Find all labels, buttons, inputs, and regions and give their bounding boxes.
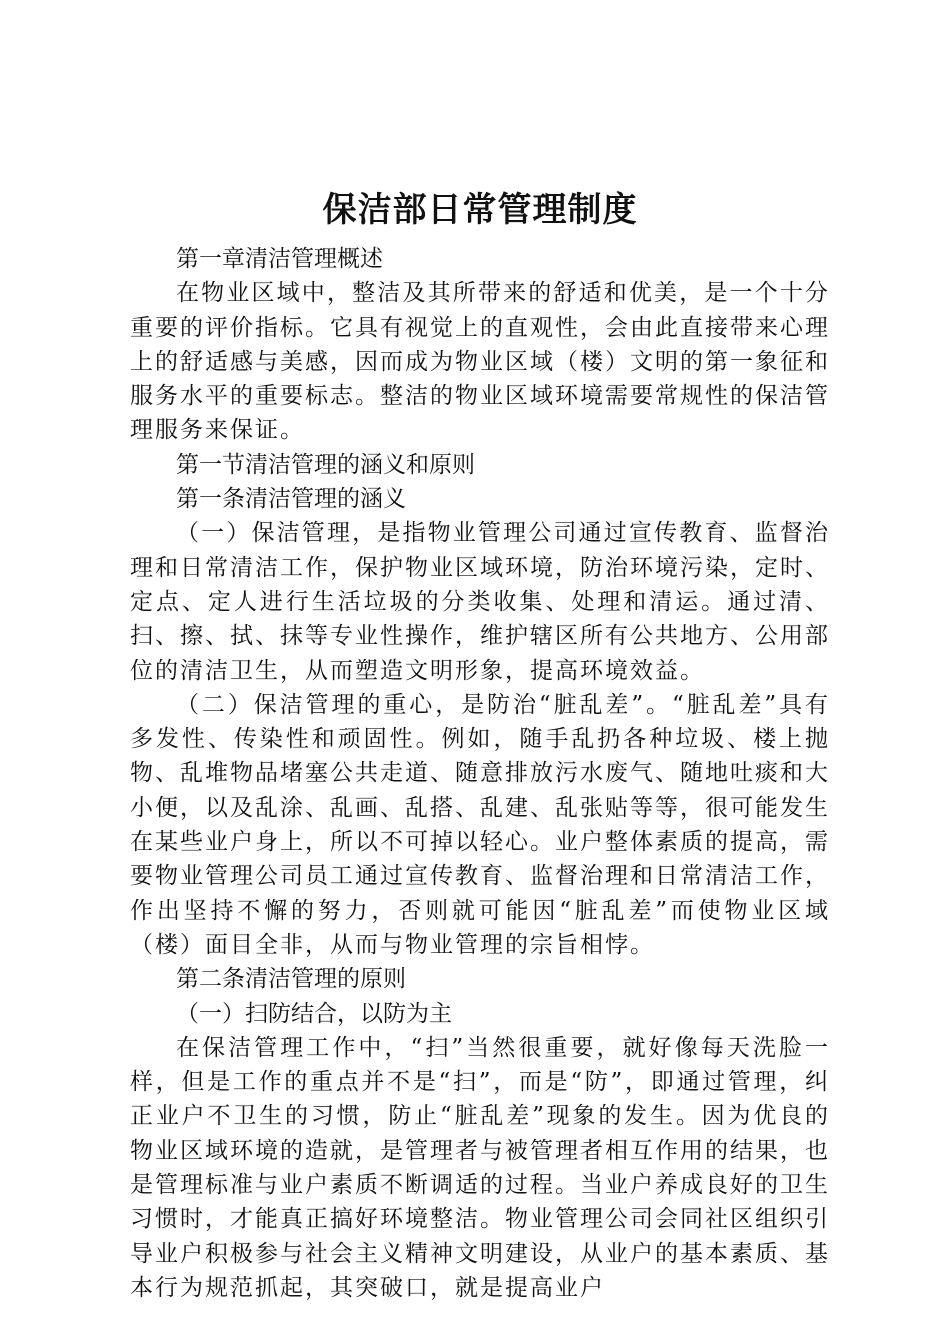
sub-heading: （一）扫防结合，以防为主 <box>176 1000 452 1027</box>
article-heading: 第一条清洁管理的涵义 <box>176 486 406 513</box>
body-paragraph: （二）保洁管理的重心，是防治“脏乱差”。“脏乱差”具有多发性、传染性和顽固性。例如，随手乱扔各种垃圾、楼上抛物、乱堆物品堵塞公共走道、随意排放污水废气、随地吐痰和大小便，以及乱涂、乱画、乱搭、乱建、乱张贴等等，很可能发生在某些业户身上，所以不可掉以轻心。业户整体素质的提高，需要物业管理公司员工通过宣传教育、监督治理和日常清洁工作，作出坚持不懈的努力，否则就可能因“脏乱差”而使物业区域（楼）面目全非，从而与物业管理的宗旨相悖。 <box>130 691 830 958</box>
article-heading: 第二条清洁管理的原则 <box>176 966 406 993</box>
body-paragraph: 在保洁管理工作中，“扫”当然很重要，就好像每天洗脸一样，但是工作的重点并不是“扫”，而是“防”，即通过管理，纠正业户不卫生的习惯，防止“脏乱差”现象的发生。因为优良的物业区域环境的造就，是管理者与被管理者相互作用的结果，也是管理标准与业户素质不断调适的过程。当业户养成良好的卫生习惯时，才能真正搞好环境整洁。物业管理公司会同社区组织引导业户积极参与社会主义精神文明建设，从业户的基本素质、基本行为规范抓起，其突破口，就是提高业户 <box>130 1034 830 1301</box>
body-paragraph: （一）保洁管理，是指物业管理公司通过宣传教育、监督治理和日常清洁工作，保护物业区域环境，防治环境污染，定时、定点、定人进行生活垃圾的分类收集、处理和清运。通过清、扫、擦、拭、抹等专业性操作，维护辖区所有公共地方、公用部位的清洁卫生，从而塑造文明形象，提高环境效益。 <box>130 520 830 684</box>
section-heading: 第一节清洁管理的涵义和原则 <box>176 451 475 478</box>
body-paragraph: 在物业区域中，整洁及其所带来的舒适和优美，是一个十分重要的评价指标。它具有视觉上的直观性，会由此直接带来心理上的舒适感与美感，因而成为物业区域（楼）文明的第一象征和服务水平的重要标志。整洁的物业区域环境需要常规性的保洁管理服务来保证。 <box>130 280 830 444</box>
document-title: 保洁部日常管理制度 <box>322 190 638 230</box>
chapter-heading: 第一章清洁管理概述 <box>176 246 383 272</box>
document-page <box>130 180 830 1305</box>
